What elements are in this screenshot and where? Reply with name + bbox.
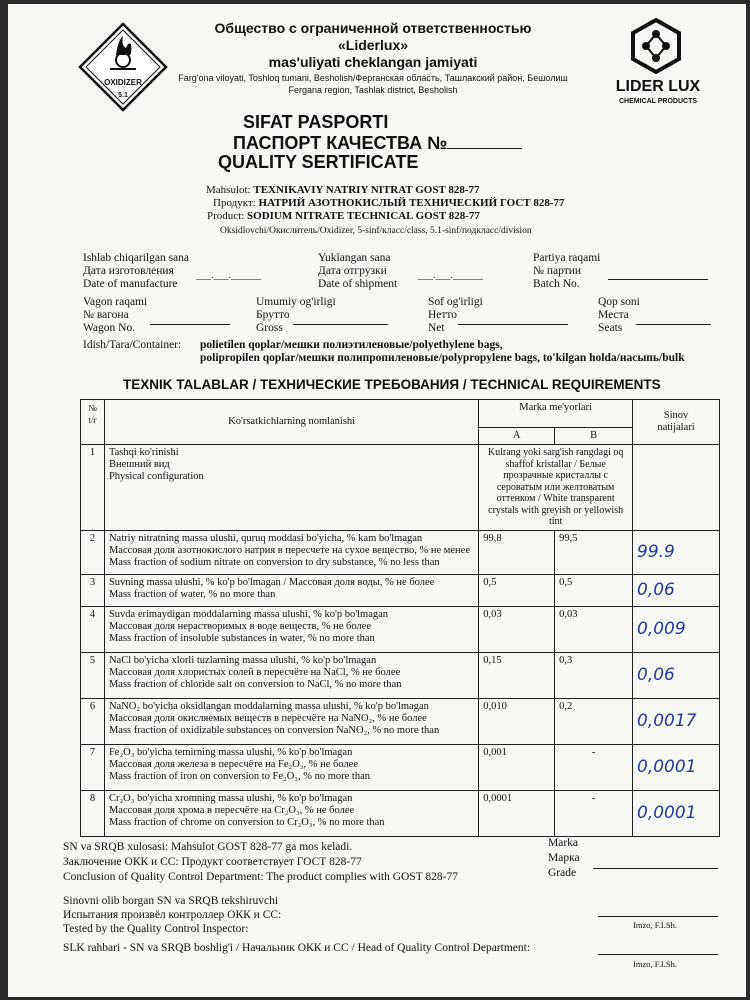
seats-label-en: Seats [598, 322, 623, 334]
row-name-ru: Внешний вид [108, 459, 170, 470]
product-class: Oksidlovchi/Окислитель/Oxidizer, 5-sinf/класс/class, 5.1-sinf/подкласс/division [220, 226, 532, 236]
manufacture-label-en: Date of manufacture [83, 278, 178, 290]
inspector-uz: Sinovni olib borgan SN va SRQB tekshiruvchi [63, 895, 279, 907]
inspector-block [63, 894, 281, 936]
row-result: 0,06 [633, 652, 720, 698]
manufacture-label-uz: Ishlab chiqarilgan sana [83, 252, 190, 264]
row-name-en: Mass fraction of insoluble substances in water, % no more than [108, 632, 375, 644]
row-result: 0,0001 [633, 790, 720, 836]
shipment-date-input[interactable]: ___.___.______ [418, 270, 483, 281]
inspector-ru: Испытания произвёл контроллер ОКК и СС: [63, 909, 282, 921]
row-name-uz: Natriy nitratning massa ulushi, quruq moddasi bo'yicha, % kam bo'lmagan [108, 532, 423, 544]
row-no: 3 [81, 574, 105, 606]
row-name-ru: Массовая доля хрома в пересчёте на Cr₂O₃, % не более [108, 804, 355, 816]
row-name [104, 652, 478, 698]
row-merged-norm: Kulrang yoki sarg'ish rangdagi oq shaffof kristallar / Белые прозрачные кристаллы с сероватым или желтоватым оттенком / White transparent crystals with greyish or yellowish tint [479, 445, 633, 531]
inspector-signature-line[interactable] [598, 916, 718, 917]
shipment-label-ru: Дата отгрузки [318, 265, 387, 277]
grade-labels [548, 836, 580, 881]
row-name-en: Mass fraction of chloride salt on conversion to NaCl, % no more than [108, 678, 402, 690]
table-row [81, 744, 720, 790]
grade-label-ru: Марка [548, 852, 580, 864]
row-result [633, 445, 720, 531]
product-uz-label: Mahsulot: [206, 184, 251, 196]
org-address-1: Farg'ona viloyati, Toshloq tumani, Besholish/Ферганская область, Ташлакский район, Бешолиш [178, 73, 568, 83]
row-grade-a: 0,010 [479, 698, 555, 744]
row-result: 0,06 [633, 574, 720, 606]
row-grade-b: 0,2 [555, 698, 633, 744]
table-header-row [81, 400, 720, 428]
row-no: 8 [81, 790, 105, 836]
table-row [81, 652, 720, 698]
row-name-ru: Массовая доля азотнокислого натрия в пересчете на сухое вещество, % не менее [108, 544, 470, 556]
row-name-uz: NaCl bo'yicha xlorli tuzlarning massa ulushi, % ko'p bo'lmagan [108, 654, 377, 666]
row-name-uz: Fe₂O₃ bo'yicha temirning massa ulushi, % ko'p bo'lmagan [108, 746, 353, 758]
row-no: 4 [81, 606, 105, 652]
table-row [81, 574, 720, 606]
product-uz [206, 184, 480, 196]
product-ru [213, 197, 565, 209]
net-label-en: Net [428, 322, 445, 334]
inspector-signature-caption: Imzo, F.I.Sh. [633, 920, 677, 930]
row-name-uz: Suvda erimaydigan moddalarning massa ulushi, % ko'p bo'lmagan [108, 608, 389, 620]
product-uz-value: TEXNIKAVIY NATRIY NITRAT GOST 828-77 [253, 184, 480, 196]
header-grade: Marka me'yorlari [479, 400, 633, 428]
row-name-en: Mass fraction of iron on conversion to Fe₂O₃, % no more than [108, 770, 370, 782]
header-grade-a: A [479, 428, 555, 445]
product-en-label: Product: [207, 210, 245, 222]
row-name-ru: Массовая доля железа в пересчёте на Fe₂O₃, % не более [108, 758, 359, 770]
net-label-uz: Sof og'irligi [428, 296, 483, 308]
batch-label-ru: № партии [533, 265, 582, 277]
row-no: 2 [81, 530, 105, 574]
org-name-ru: Общество с ограниченной ответственностью [214, 20, 532, 36]
row-grade-a: 0,0001 [479, 790, 555, 836]
product-ru-label: Продукт: [213, 197, 256, 209]
conclusion-en: Conclusion of Quality Control Department: The product complies with GOST 828-77 [63, 871, 458, 883]
row-name [104, 445, 478, 531]
requirements-table [80, 399, 720, 837]
net-label-ru: Нетто [428, 309, 458, 321]
manufacture-label-ru: Дата изготовления [83, 265, 174, 277]
gross-label-en: Gross [256, 322, 283, 334]
oxidizer-hazard-diamond [78, 22, 168, 112]
net-field [428, 296, 483, 335]
gross-field [256, 296, 336, 335]
head-signature-caption: Imzo, F.I.Sh. [633, 959, 677, 969]
logo-name: LIDER LUX [615, 78, 701, 95]
row-result: 0,0017 [633, 698, 720, 744]
product-en [207, 210, 480, 222]
header-result: Sinov natijalari [633, 400, 720, 445]
head-signature-line[interactable] [598, 954, 718, 955]
net-input[interactable] [458, 324, 568, 325]
table-row [81, 790, 720, 836]
conclusion-uz: SN va SRQB xulosasi: Mahsulot GOST 828-77 ga mos keladi. [63, 841, 353, 853]
row-result: 0,009 [633, 606, 720, 652]
batch-label-en: Batch No. [533, 278, 580, 290]
shipment-label-uz: Yuklangan sana [318, 252, 391, 264]
manufacture-date-input[interactable]: ___.___.______ [196, 270, 261, 281]
row-grade-a: 0,03 [479, 606, 555, 652]
container-label: Idish/Tara/Container: [83, 339, 182, 351]
row-name-en: Mass fraction of sodium nitrate on conversion to dry substance, % no less than [108, 556, 440, 568]
row-name-en: Mass fraction of chrome on conversion to Cr₂O₃, % no more than [108, 816, 385, 828]
wagon-label-en: Wagon No. [83, 322, 136, 334]
head-qc-label: SLK rahbari - SN va SRQB boshlig'i / Начальник ОКК и СС / Head of Quality Control Department: [63, 942, 531, 954]
seats-label-ru: Места [598, 309, 629, 321]
table-row [81, 530, 720, 574]
product-en-value: SODIUM NITRATE TECHNICAL GOST 828-77 [247, 210, 480, 222]
title-en: QUALITY SERTIFICATE [218, 152, 419, 172]
row-grade-b: 0,3 [555, 652, 633, 698]
row-name [104, 574, 478, 606]
header-no: № t/r [81, 400, 105, 445]
row-name-en: Physical configuration [108, 471, 204, 482]
row-name-ru: Массовая доля окисляемых веществ в пересчёте на NaNO₂, % не более [108, 712, 427, 724]
logo-subtitle: CHEMICAL PRODUCTS [618, 98, 698, 105]
header-name: Ko'rsatkichlarning nomlanishi [104, 400, 478, 445]
gross-label-ru: Брутто [256, 309, 290, 321]
wagon-label-ru: № вагона [83, 309, 129, 321]
title-ru [233, 132, 522, 154]
row-no: 5 [81, 652, 105, 698]
row-name [104, 790, 478, 836]
row-name-ru: Массовая доля хлористых солей в пересчёте на NaCl, % не более [108, 666, 401, 678]
row-name-ru: Массовая доля нерастворимых в воде веществ, % не более [108, 620, 371, 632]
row-grade-b: - [555, 790, 633, 836]
table-row [81, 698, 720, 744]
hazard-class: 5.1 [118, 92, 128, 99]
row-grade-a: 0,15 [479, 652, 555, 698]
product-ru-value: НАТРИЙ АЗОТНОКИСЛЫЙ ТЕХНИЧЕСКИЙ ГОСТ 828-77 [258, 197, 565, 209]
row-grade-b: 0,5 [555, 574, 633, 606]
manufacture-date-field [83, 252, 189, 291]
table-row [81, 445, 720, 531]
batch-label-uz: Partiya raqami [533, 252, 601, 264]
row-grade-b: - [555, 744, 633, 790]
org-address-2: Fergana region, Tashlak district, Besholish [288, 85, 458, 95]
container-line-2: polipropilen qoplar/мешки полипропиленовые/polypropylene bags, to'kilgan holda/насыпь/bulk [200, 352, 685, 364]
grade-input[interactable] [593, 868, 718, 869]
row-name-uz: Tashqi ko'rinishi [108, 447, 179, 458]
wagon-label-uz: Vagon raqami [83, 296, 148, 308]
hexagon-molecule-icon [630, 18, 682, 74]
quality-certificate-page [8, 4, 746, 997]
title-ru-text: ПАСПОРТ КАЧЕСТВА № [233, 133, 448, 153]
lider-lux-logo [598, 18, 718, 113]
grade-label-uz: Marka [548, 837, 579, 849]
shipment-date-field [318, 252, 397, 291]
row-no: 1 [81, 445, 105, 531]
row-result: 99.9 [633, 530, 720, 574]
batch-input[interactable] [608, 279, 708, 280]
row-grade-b: 0,03 [555, 606, 633, 652]
row-grade-a: 99,8 [479, 530, 555, 574]
conclusion-ru: Заключение ОКК и СС: Продукт соответствует ГОСТ 828-77 [63, 856, 362, 868]
header-grade-b: B [555, 428, 633, 445]
row-grade-b: 99,5 [555, 530, 633, 574]
table-row [81, 606, 720, 652]
batch-field [533, 252, 600, 291]
row-name-uz: Cr₂O₃ bo'yicha xromning massa ulushi, % ko'p bo'lmagan [108, 792, 353, 804]
seats-field [598, 296, 640, 335]
grade-label-en: Grade [548, 867, 577, 879]
row-name-uz: Suvning massa ulushi, % ko'p bo'lmagan / Массовая доля воды, % не более [108, 576, 435, 588]
gross-label-uz: Umumiy og'irligi [256, 296, 336, 308]
row-no: 7 [81, 744, 105, 790]
container-line-1: polietilen qoplar/мешки полиэтиленовые/polyethylene bags, [200, 339, 503, 351]
org-name-uz: mas'uliyati cheklangan jamiyati [268, 54, 478, 70]
conclusion-block [63, 840, 458, 885]
row-name-en: Mass fraction of oxidizable substances on conversion NaNO₂, % no more than [108, 724, 440, 736]
hazard-label: OXIDIZER [104, 78, 142, 87]
seats-label-uz: Qop soni [598, 296, 640, 308]
row-grade-a: 0,001 [479, 744, 555, 790]
requirements-title: TEXNIK TALABLAR / ТЕХНИЧЕСКИЕ ТРЕБОВАНИЯ / TECHNICAL REQUIREMENTS [123, 377, 661, 392]
row-name [104, 530, 478, 574]
row-name-en: Mass fraction of water, % no more than [108, 588, 276, 600]
wagon-field [83, 296, 147, 335]
row-grade-a: 0,5 [479, 574, 555, 606]
title-uz: SIFAT PASPORTI [243, 112, 389, 132]
row-no: 6 [81, 698, 105, 744]
shipment-label-en: Date of shipment [318, 278, 398, 290]
gross-input[interactable] [293, 324, 388, 325]
row-name-uz: NaNO₂ bo'yicha oksidlangan moddalarning massa ulushi, % ko'p bo'lmagan [108, 700, 429, 712]
row-name [104, 744, 478, 790]
row-name [104, 606, 478, 652]
org-brand: «Liderlux» [337, 37, 409, 53]
inspector-en: Tested by the Quality Control Inspector: [63, 923, 249, 935]
seats-input[interactable] [636, 324, 711, 325]
wagon-input[interactable] [150, 324, 230, 325]
row-name [104, 698, 478, 744]
row-result: 0,0001 [633, 744, 720, 790]
